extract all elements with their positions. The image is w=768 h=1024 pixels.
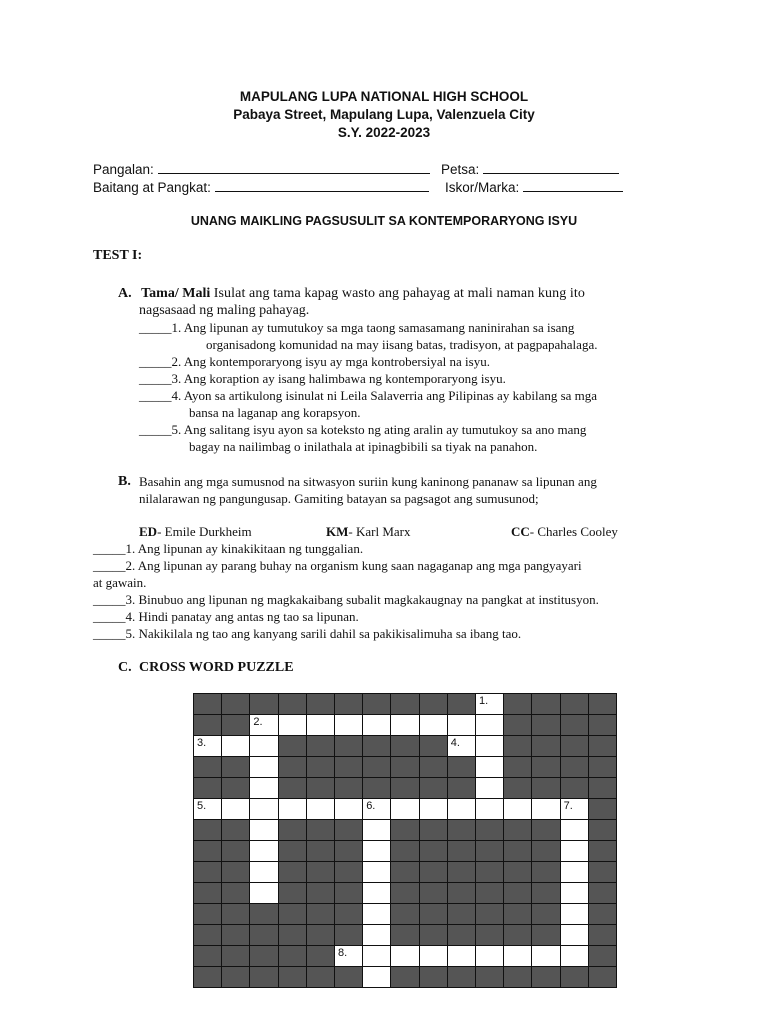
crossword-block-cell	[588, 777, 617, 799]
crossword-answer-cell[interactable]	[249, 798, 278, 820]
crossword-answer-cell[interactable]	[362, 945, 391, 967]
crossword-block-cell	[221, 861, 250, 883]
crossword-answer-cell[interactable]	[306, 714, 335, 736]
crossword-answer-cell[interactable]	[531, 945, 560, 967]
crossword-block-cell	[560, 693, 589, 715]
crossword-block-cell	[334, 924, 363, 946]
crossword-block-cell	[531, 735, 560, 757]
item-text: 4. Hindi panatay ang antas ng tao sa lipunan.	[125, 609, 359, 624]
crossword-answer-cell[interactable]	[334, 714, 363, 736]
crossword-block-cell	[419, 777, 448, 799]
crossword-block-cell	[278, 840, 307, 862]
date-field[interactable]	[441, 161, 619, 177]
crossword-answer-cell[interactable]	[419, 945, 448, 967]
crossword-block-cell	[278, 735, 307, 757]
answer-blank[interactable]: _____	[93, 626, 126, 641]
crossword-block-cell	[475, 924, 504, 946]
crossword-answer-cell[interactable]	[278, 714, 307, 736]
crossword-block-cell	[334, 756, 363, 778]
crossword-block-cell	[334, 861, 363, 883]
crossword-answer-cell[interactable]	[560, 924, 589, 946]
crossword-block-cell	[503, 924, 532, 946]
score-label: Iskor/Marka:	[445, 180, 520, 195]
crossword-block-cell	[588, 714, 617, 736]
crossword-answer-cell[interactable]	[362, 714, 391, 736]
crossword-block-cell	[390, 882, 419, 904]
part-a-item-4	[139, 388, 597, 404]
legend-name: - Karl Marx	[348, 524, 411, 539]
crossword-block-cell	[193, 966, 222, 988]
crossword-answer-cell[interactable]	[362, 861, 391, 883]
clue-number: 3.	[197, 737, 207, 749]
crossword-block-cell	[278, 966, 307, 988]
crossword-answer-cell[interactable]	[475, 756, 504, 778]
crossword-block-cell	[447, 903, 476, 925]
crossword-block-cell	[390, 819, 419, 841]
crossword-answer-cell[interactable]	[447, 945, 476, 967]
crossword-block-cell	[531, 924, 560, 946]
crossword-answer-cell[interactable]	[193, 798, 222, 820]
crossword-answer-cell[interactable]	[475, 714, 504, 736]
crossword-block-cell	[475, 966, 504, 988]
crossword-block-cell	[419, 819, 448, 841]
crossword-block-cell	[278, 756, 307, 778]
crossword-answer-cell[interactable]	[249, 756, 278, 778]
clue-number: 4.	[450, 737, 460, 749]
crossword-answer-cell[interactable]	[249, 777, 278, 799]
legend-cc	[511, 524, 618, 540]
crossword-block-cell	[221, 924, 250, 946]
crossword-block-cell	[588, 693, 617, 715]
legend-km	[326, 524, 410, 540]
crossword-block-cell	[306, 735, 335, 757]
crossword-block-cell	[362, 756, 391, 778]
crossword-answer-cell[interactable]	[249, 882, 278, 904]
part-b-item-1	[93, 541, 363, 557]
crossword-block-cell	[475, 840, 504, 862]
crossword-answer-cell[interactable]	[475, 798, 504, 820]
name-field[interactable]	[93, 161, 430, 177]
crossword-block-cell	[193, 903, 222, 925]
crossword-block-cell	[531, 903, 560, 925]
crossword-block-cell	[531, 966, 560, 988]
crossword-answer-cell[interactable]	[193, 735, 222, 757]
legend-ed	[139, 524, 252, 540]
crossword-block-cell	[503, 861, 532, 883]
crossword-block-cell	[221, 966, 250, 988]
crossword-answer-cell[interactable]	[447, 798, 476, 820]
crossword-block-cell	[278, 693, 307, 715]
crossword-answer-cell[interactable]	[334, 798, 363, 820]
crossword-answer-cell[interactable]	[560, 861, 589, 883]
part-b-item-3	[93, 592, 599, 608]
crossword-block-cell	[390, 693, 419, 715]
crossword-block-cell	[588, 756, 617, 778]
crossword-answer-cell[interactable]	[249, 735, 278, 757]
crossword-block-cell	[419, 966, 448, 988]
crossword-block-cell	[390, 903, 419, 925]
crossword-block-cell	[249, 966, 278, 988]
crossword-block-cell	[503, 819, 532, 841]
crossword-block-cell	[221, 819, 250, 841]
crossword-block-cell	[503, 903, 532, 925]
crossword-block-cell	[306, 903, 335, 925]
part-b-instruction-1: Basahin ang mga sumusnod na sitwasyon suriin kung kaninong pananaw sa lipunan ang	[139, 474, 597, 489]
crossword-block-cell	[193, 756, 222, 778]
crossword-block-cell	[390, 924, 419, 946]
legend-code: CC	[511, 524, 530, 539]
crossword-block-cell	[588, 966, 617, 988]
crossword-block-cell	[306, 861, 335, 883]
crossword-answer-cell[interactable]	[390, 945, 419, 967]
crossword-answer-cell[interactable]	[503, 945, 532, 967]
crossword-block-cell	[419, 903, 448, 925]
part-c-letter: C.	[118, 660, 132, 675]
answer-blank[interactable]: _____	[139, 388, 172, 403]
crossword-block-cell	[362, 777, 391, 799]
crossword-block-cell	[531, 777, 560, 799]
crossword-block-cell	[306, 693, 335, 715]
crossword-grid	[193, 693, 616, 987]
crossword-answer-cell[interactable]	[560, 945, 589, 967]
legend-name: - Charles Cooley	[529, 524, 618, 539]
crossword-block-cell	[221, 882, 250, 904]
crossword-answer-cell[interactable]	[560, 903, 589, 925]
exam-title: UNANG MAIKLING PAGSUSULIT SA KONTEMPORARYONG ISYU	[190, 214, 578, 228]
crossword-answer-cell[interactable]	[447, 714, 476, 736]
crossword-answer-cell[interactable]	[249, 819, 278, 841]
part-a-heading	[118, 286, 674, 302]
legend-code: KM	[326, 524, 349, 539]
crossword-block-cell	[588, 861, 617, 883]
crossword-answer-cell[interactable]	[560, 819, 589, 841]
crossword-answer-cell[interactable]	[334, 945, 363, 967]
part-a-item-4-cont: bansa na laganap ang korapsyon.	[189, 405, 361, 420]
crossword-block-cell	[531, 882, 560, 904]
crossword-block-cell	[334, 966, 363, 988]
part-a-instruction-2: nagsasaad ng maling pahayag.	[139, 303, 310, 318]
part-a-item-5-cont: bagay na nailimbag o inilathala at ipinagbibili sa tiyak na panahon.	[189, 439, 538, 454]
clue-number: 7.	[563, 800, 573, 812]
crossword-answer-cell[interactable]	[362, 903, 391, 925]
crossword-block-cell	[334, 903, 363, 925]
answer-blank[interactable]: _____	[139, 320, 172, 335]
part-b-item-2-cont: at gawain.	[93, 575, 147, 590]
crossword-block-cell	[560, 735, 589, 757]
crossword-block-cell	[531, 861, 560, 883]
crossword-answer-cell[interactable]	[560, 882, 589, 904]
item-text: 3. Ang koraption ay isang halimbawa ng kontemporaryong isyu.	[171, 371, 506, 386]
part-a-title: Tama/ Mali	[141, 286, 211, 301]
crossword-block-cell	[588, 945, 617, 967]
crossword-answer-cell[interactable]	[475, 945, 504, 967]
part-b-instruction-2: nilalarawan ng pangungusap. Gamiting batayan sa pagsagot ang sumusunod;	[139, 491, 539, 506]
crossword-block-cell	[447, 840, 476, 862]
crossword-answer-cell[interactable]	[221, 798, 250, 820]
crossword-answer-cell[interactable]	[362, 882, 391, 904]
crossword-block-cell	[221, 840, 250, 862]
answer-blank[interactable]: _____	[139, 354, 172, 369]
answer-blank[interactable]: _____	[93, 609, 126, 624]
crossword-block-cell	[193, 840, 222, 862]
item-text: 2. Ang kontemporaryong isyu ay mga kontrobersiyal na isyu.	[171, 354, 490, 369]
crossword-block-cell	[278, 924, 307, 946]
crossword-answer-cell[interactable]	[447, 735, 476, 757]
crossword-block-cell	[221, 777, 250, 799]
legend-code: ED	[139, 524, 158, 539]
crossword-block-cell	[447, 882, 476, 904]
crossword-block-cell	[419, 840, 448, 862]
clue-number: 2.	[253, 716, 263, 728]
crossword-block-cell	[503, 756, 532, 778]
item-text: 5. Ang salitang isyu ayon sa koteksto ng ating aralin ay tumutukoy sa ano mang	[171, 422, 587, 437]
answer-blank[interactable]: _____	[93, 592, 126, 607]
crossword-block-cell	[390, 840, 419, 862]
crossword-block-cell	[560, 714, 589, 736]
part-a-instruction-1: Isulat ang tama kapag wasto ang pahayag at mali naman kung ito	[213, 286, 585, 301]
crossword-block-cell	[221, 903, 250, 925]
crossword-answer-cell[interactable]	[278, 798, 307, 820]
crossword-block-cell	[306, 840, 335, 862]
crossword-block-cell	[193, 714, 222, 736]
crossword-block-cell	[193, 693, 222, 715]
crossword-answer-cell[interactable]	[475, 777, 504, 799]
crossword-block-cell	[503, 840, 532, 862]
crossword-block-cell	[193, 882, 222, 904]
crossword-answer-cell[interactable]	[221, 735, 250, 757]
crossword-block-cell	[503, 693, 532, 715]
crossword-block-cell	[221, 693, 250, 715]
crossword-block-cell	[531, 819, 560, 841]
crossword-answer-cell[interactable]	[560, 840, 589, 862]
crossword-block-cell	[278, 903, 307, 925]
part-a-item-3	[139, 371, 506, 387]
crossword-block-cell	[334, 777, 363, 799]
item-text: 2. Ang lipunan ay parang buhay na organism kung saan nagaganap ang mga pangyayari	[125, 558, 582, 573]
answer-blank[interactable]: _____	[93, 558, 126, 573]
crossword-block-cell	[447, 819, 476, 841]
grade-field[interactable]	[93, 179, 429, 195]
crossword-block-cell	[419, 882, 448, 904]
part-b-item-4	[93, 609, 359, 625]
crossword-block-cell	[475, 882, 504, 904]
crossword-block-cell	[334, 819, 363, 841]
score-line	[523, 179, 623, 192]
crossword-answer-cell[interactable]	[390, 714, 419, 736]
part-b-item-5	[93, 626, 521, 642]
crossword-answer-cell[interactable]	[249, 861, 278, 883]
crossword-block-cell	[419, 861, 448, 883]
clue-number: 5.	[197, 800, 207, 812]
crossword-block-cell	[419, 693, 448, 715]
crossword-block-cell	[503, 714, 532, 736]
answer-blank[interactable]: _____	[93, 541, 126, 556]
crossword-block-cell	[249, 945, 278, 967]
crossword-block-cell	[249, 693, 278, 715]
crossword-block-cell	[447, 777, 476, 799]
crossword-block-cell	[193, 924, 222, 946]
crossword-block-cell	[588, 903, 617, 925]
crossword-block-cell	[334, 882, 363, 904]
crossword-block-cell	[588, 924, 617, 946]
crossword-block-cell	[278, 861, 307, 883]
crossword-block-cell	[503, 966, 532, 988]
crossword-block-cell	[249, 903, 278, 925]
crossword-answer-cell[interactable]	[362, 966, 391, 988]
crossword-block-cell	[390, 777, 419, 799]
score-field[interactable]	[445, 179, 623, 195]
school-address: Pabaya Street, Mapulang Lupa, Valenzuela City	[233, 107, 535, 122]
item-text: 1. Ang lipunan ay tumutukoy sa mga taong samasamang naninirahan sa isang	[171, 320, 575, 335]
part-a-letter: A.	[118, 286, 132, 301]
crossword-block-cell	[306, 966, 335, 988]
crossword-block-cell	[419, 735, 448, 757]
crossword-block-cell	[390, 735, 419, 757]
crossword-block-cell	[475, 903, 504, 925]
crossword-block-cell	[390, 966, 419, 988]
crossword-block-cell	[475, 819, 504, 841]
crossword-block-cell	[531, 840, 560, 862]
grade-label: Baitang at Pangkat:	[93, 180, 211, 195]
crossword-answer-cell[interactable]	[475, 693, 504, 715]
crossword-block-cell	[503, 777, 532, 799]
answer-blank[interactable]: _____	[139, 371, 172, 386]
item-text: 1. Ang lipunan ay kinakikitaan ng tunggalian.	[125, 541, 364, 556]
school-name: MAPULANG LUPA NATIONAL HIGH SCHOOL	[239, 89, 529, 104]
school-year: S.Y. 2022-2023	[337, 125, 431, 140]
crossword-block-cell	[334, 693, 363, 715]
crossword-block-cell	[221, 714, 250, 736]
crossword-answer-cell[interactable]	[503, 798, 532, 820]
crossword-block-cell	[390, 861, 419, 883]
crossword-block-cell	[278, 882, 307, 904]
crossword-block-cell	[193, 945, 222, 967]
answer-blank[interactable]: _____	[139, 422, 172, 437]
crossword-block-cell	[306, 819, 335, 841]
crossword-block-cell	[334, 735, 363, 757]
test-label: TEST I:	[93, 248, 143, 263]
crossword-block-cell	[278, 945, 307, 967]
crossword-block-cell	[475, 861, 504, 883]
crossword-block-cell	[193, 819, 222, 841]
crossword-answer-cell[interactable]	[419, 714, 448, 736]
crossword-answer-cell[interactable]	[306, 798, 335, 820]
crossword-block-cell	[588, 840, 617, 862]
part-a-item-5	[139, 422, 586, 438]
crossword-answer-cell[interactable]	[362, 840, 391, 862]
crossword-answer-cell[interactable]	[419, 798, 448, 820]
crossword-block-cell	[531, 756, 560, 778]
crossword-block-cell	[362, 693, 391, 715]
crossword-block-cell	[447, 966, 476, 988]
crossword-block-cell	[447, 756, 476, 778]
crossword-answer-cell[interactable]	[560, 798, 589, 820]
legend-name: - Emile Durkheim	[157, 524, 252, 539]
crossword-block-cell	[560, 777, 589, 799]
crossword-block-cell	[531, 714, 560, 736]
crossword-block-cell	[447, 924, 476, 946]
crossword-block-cell	[560, 966, 589, 988]
crossword-block-cell	[221, 945, 250, 967]
crossword-block-cell	[419, 924, 448, 946]
name-label: Pangalan:	[93, 162, 154, 177]
crossword-answer-cell[interactable]	[475, 735, 504, 757]
item-text: 3. Binubuo ang lipunan ng magkakaibang subalit magkakaugnay na pangkat at institusyon.	[125, 592, 599, 607]
part-b-letter: B.	[118, 474, 131, 489]
crossword-answer-cell[interactable]	[249, 714, 278, 736]
crossword-block-cell	[447, 693, 476, 715]
clue-number: 1.	[479, 695, 489, 707]
crossword-block-cell	[278, 819, 307, 841]
crossword-answer-cell[interactable]	[531, 798, 560, 820]
clue-number: 8.	[338, 947, 348, 959]
clue-number: 6.	[366, 800, 376, 812]
crossword-block-cell	[588, 819, 617, 841]
date-line	[483, 161, 619, 174]
item-text: 5. Nakikilala ng tao ang kanyang sarili dahil sa pakikisalimuha sa ibang tao.	[125, 626, 522, 641]
crossword-block-cell	[306, 777, 335, 799]
part-a-item-2	[139, 354, 490, 370]
crossword-block-cell	[306, 882, 335, 904]
crossword-block-cell	[531, 693, 560, 715]
crossword-block-cell	[503, 882, 532, 904]
crossword-block-cell	[306, 756, 335, 778]
crossword-block-cell	[447, 861, 476, 883]
grade-line	[215, 179, 429, 192]
part-b-item-2	[93, 558, 582, 574]
crossword-block-cell	[334, 840, 363, 862]
item-text: 4. Ayon sa artikulong isinulat ni Leila Salaverria ang Pilipinas ay kabilang sa mga	[171, 388, 598, 403]
part-a-item-1	[139, 320, 574, 336]
crossword-answer-cell[interactable]	[362, 819, 391, 841]
crossword-answer-cell[interactable]	[390, 798, 419, 820]
crossword-block-cell	[306, 924, 335, 946]
crossword-answer-cell[interactable]	[362, 924, 391, 946]
crossword-block-cell	[588, 798, 617, 820]
crossword-block-cell	[249, 924, 278, 946]
crossword-block-cell	[588, 882, 617, 904]
crossword-block-cell	[362, 735, 391, 757]
crossword-block-cell	[588, 735, 617, 757]
name-line	[158, 161, 430, 174]
date-label: Petsa:	[441, 162, 480, 177]
crossword-block-cell	[193, 777, 222, 799]
crossword-block-cell	[560, 756, 589, 778]
crossword-block-cell	[390, 756, 419, 778]
crossword-block-cell	[503, 735, 532, 757]
crossword-block-cell	[221, 756, 250, 778]
crossword-answer-cell[interactable]	[249, 840, 278, 862]
crossword-block-cell	[278, 777, 307, 799]
crossword-block-cell	[419, 756, 448, 778]
crossword-block-cell	[306, 945, 335, 967]
part-a-item-1-cont: organisadong komunidad na may iisang batas, tradisyon, at pagpapahalaga.	[206, 337, 598, 352]
part-c-title: CROSS WORD PUZZLE	[139, 660, 294, 675]
crossword-answer-cell[interactable]	[362, 798, 391, 820]
crossword-block-cell	[193, 861, 222, 883]
